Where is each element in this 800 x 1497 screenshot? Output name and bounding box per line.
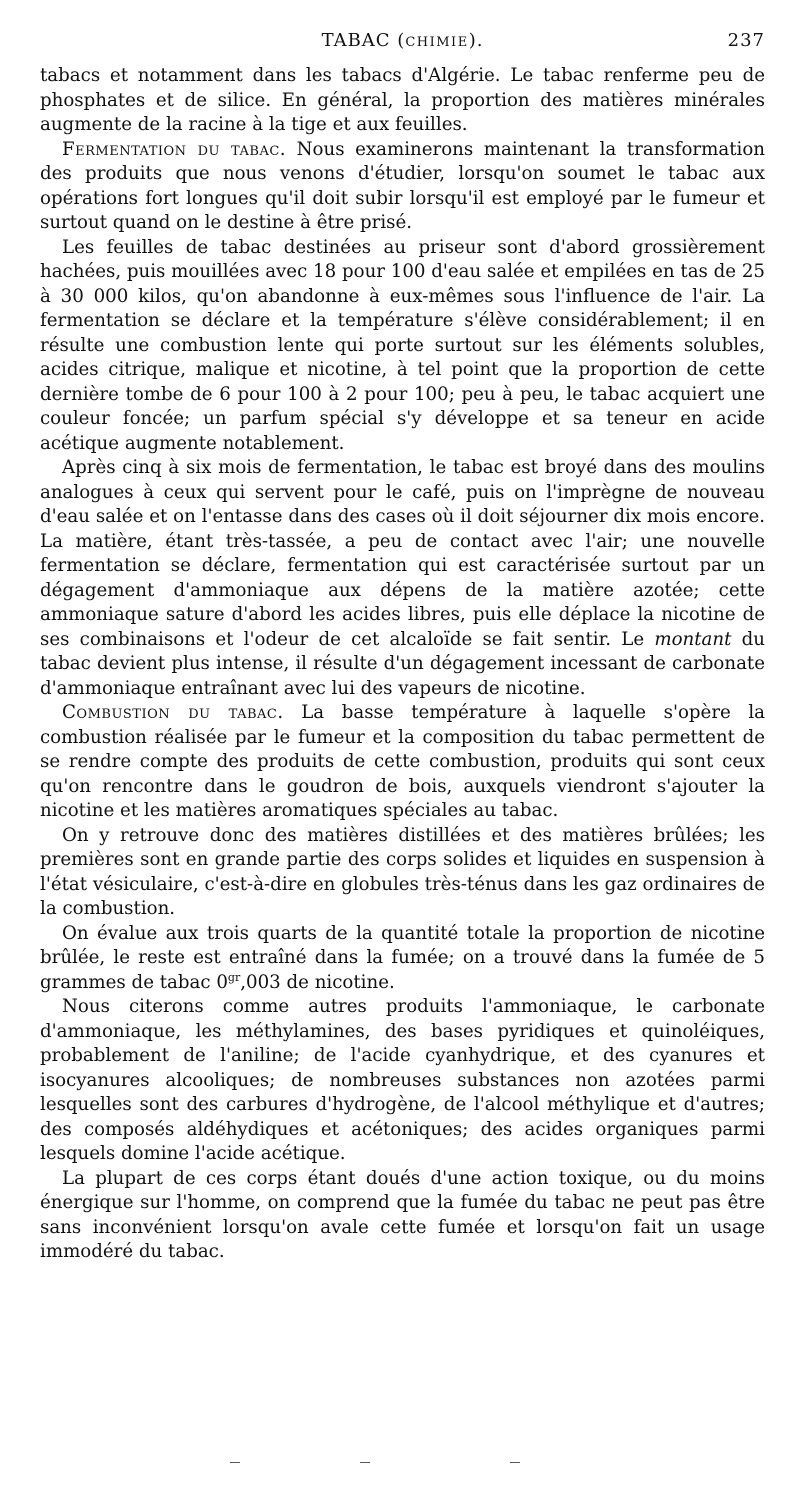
footer-dash bbox=[360, 1462, 370, 1463]
paragraph-text: Après cinq à six mois de fermentation, le tabac est broyé dans des moulins analogues à ceux qui servent pour le café, puis on l'imprègne de nouveau d'eau salée et on l'entasse dans des cases où il doit séjourner dix mois encore. La matière, étant très-tassée, a peu de contact avec l'air; une nouvelle fermentation se déclare, fermentation qui est caractérisée surtout par un dégagement d'ammoniaque aux dépens de la matière azotée; cette ammoniaque sature d'abord les acides libres, puis elle déplace la nicotine de ses combinaisons et l'odeur de cet alcaloïde se fait sentir. Le bbox=[40, 457, 765, 650]
paragraph-text: La plupart de ces corps étant doués d'une action toxique, ou du moins énergique sur l'homme, on comprend que la fumée du tabac ne peut pas être sans inconvénient lorsqu'on avale cette fumée et lorsqu'on fait un usage immodéré du tabac. bbox=[40, 1167, 765, 1262]
paragraph bbox=[40, 995, 765, 1167]
footer-marks bbox=[230, 1462, 560, 1464]
paragraph-text: Les feuilles de tabac destinées au priseur sont d'abord grossièrement hachées, puis mouillées avec 18 pour 100 d'eau salée et empilées en tas de 25 à 30 000 kilos, qu'on abandonne à eux-mêmes sous l'influence de l'air. La fermentation se déclare et la température s'élève considérablement; il en résulte une combustion lente qui porte surtout sur les éléments solubles, acides citrique, malique et nicotine, à tel point que la proportion de cette dernière tombe de 6 pour 100 à 2 pour 100; peu à peu, le tabac acquiert une couleur foncée; un parfum spécial s'y développe et sa teneur en acide acétique augmente notablement. bbox=[40, 236, 765, 454]
running-title-small: CHIMIE bbox=[405, 35, 469, 50]
page-body bbox=[40, 64, 765, 1265]
running-title bbox=[40, 30, 765, 51]
section-heading: Fermentation du tabac. bbox=[62, 138, 287, 160]
running-title-end: ). bbox=[468, 30, 484, 51]
footer-dash bbox=[510, 1462, 520, 1463]
running-title-main: TABAC ( bbox=[321, 30, 406, 51]
paragraph bbox=[40, 922, 765, 996]
paragraph bbox=[40, 701, 765, 824]
paragraph bbox=[40, 824, 765, 922]
running-header bbox=[40, 30, 765, 56]
paragraph bbox=[40, 456, 765, 701]
paragraph-text: tabacs et notamment dans les tabacs d'Algérie. Le tabac renferme peu de phosphates et de silice. En général, la proportion des matières minérales augmente de la racine à la tige et aux feuilles. bbox=[40, 65, 765, 135]
footer-dash bbox=[230, 1462, 240, 1463]
paragraph-text: La basse température à laquelle s'opère la combustion réalisée par le fumeur et la composition du tabac permettent de se rendre compte des produits de cette combustion, produits qui sont ceux qu'on rencontre dans le goudron de bois, auxquels viendront s'ajouter la nicotine et les matières aromatiques spéciales au tabac. bbox=[40, 702, 766, 821]
page-number: 237 bbox=[727, 30, 765, 51]
paragraph-text: On y retrouve donc des matières distillées et des matières brûlées; les premières sont en grande partie des corps solides et liquides en suspension à l'état vésiculaire, c'est-à-dire en globules très-ténus dans les gaz ordinaires de la combustion. bbox=[40, 824, 765, 919]
unit-superscript: gr bbox=[227, 970, 241, 984]
paragraph bbox=[40, 236, 765, 457]
paragraph bbox=[40, 1167, 765, 1265]
paragraph-text: On évalue aux trois quarts de la quantité totale la proportion de nicotine brûlée, le reste est entraîné dans la fumée; on a trouvé dans la fumée de 5 grammes de tabac 0 bbox=[40, 922, 765, 993]
paragraph-text: Nous examinerons maintenant la transformation des produits que nous venons d'étudier, lorsqu'on soumet le tabac aux opérations fort longues qu'il doit subir lorsqu'il est employé par le fumeur et surtout quand on le destine à être prisé. bbox=[40, 138, 765, 233]
paragraph bbox=[40, 64, 765, 138]
paragraph-text: du tabac devient plus intense, il résulte d'un dégagement incessant de carbonate d'ammoniaque entraînant avec lui des vapeurs de nicotine. bbox=[40, 628, 765, 699]
emphasized-word: montant bbox=[654, 628, 732, 650]
paragraph-text: Nous citerons comme autres produits l'ammoniaque, le carbonate d'ammoniaque, les méthylamines, des bases pyridiques et quinoléiques, probablement de l'aniline; de l'acide cyanhydrique, et des cyanures et isocyanures alcooliques; de nombreuses substances non azotées parmi lesquelles sont des carbures d'hydrogène, de l'alcool méthylique et d'autres; des composés aldéhydiques et acétoniques; des acides organiques parmi lesquels domine l'acide acétique. bbox=[40, 996, 765, 1164]
paragraph bbox=[40, 138, 765, 236]
section-heading: Combustion du tabac. bbox=[62, 702, 284, 723]
paragraph-text: ,003 de nicotine. bbox=[240, 971, 395, 993]
